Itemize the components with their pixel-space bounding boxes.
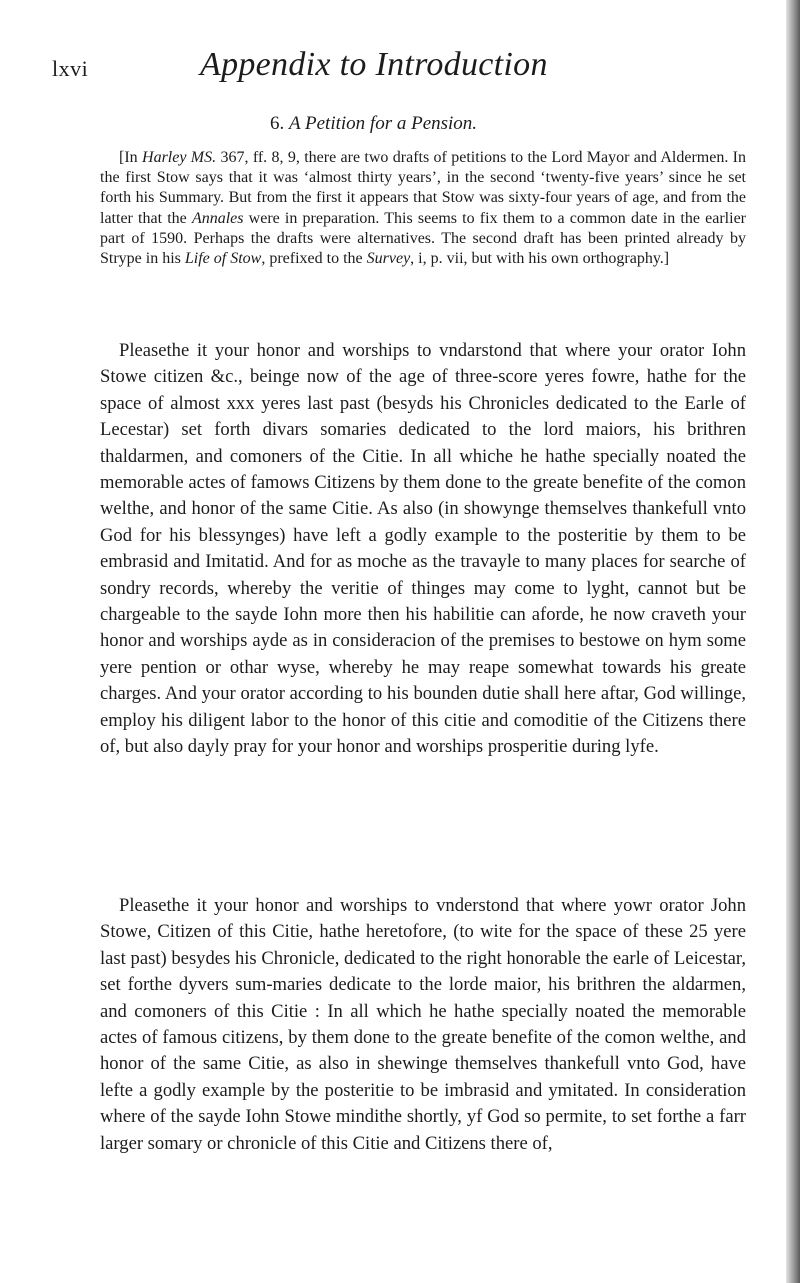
editorial-note: [In Harley MS. 367, ff. 8, 9, there are two drafts of petitions to the Lord Mayor and Aldermen. In the first Stow says that it was ‘almost thirty years’, in the second ‘twenty-five years’ since he set forth his Summary. But from the first it appears that Stow was sixty-four years of age, and from the latter that the Annales were in preparation. This seems to fix them to a common date in the earlier part of 1590. Perhaps the drafts were alternatives. The second draft has been printed already by Strype in his Life of Stow, prefixed to the Survey, i, p. vii, but with his own orthography.] xyxy=(100,149,747,268)
page-edge-shadow xyxy=(786,0,800,1283)
section-title-text: A Petition for a Pension. xyxy=(289,113,478,134)
work-title-annales: Annales xyxy=(191,209,244,227)
petition-second-draft: Pleasethe it your honor and worships to vnderstond that where yowr orator John Stowe, Citizen of this Citie, hathe heretofore, (to wite for the space of these 25 yere last past) besydes his Chronicle, dedicated to the right honorable the earle of Leicestar, set forthe dyvers sum-maries dedicate to the lorde maior, his brithren the aldarmen, and comoners of this Citie : In all which he hathe specially noated the memorable actes of famous citizens, by them done to the greate benefite of the comon welthe, and honor of the same Citie, as also in shewinge themselves thankefull vnto God, have lefte a godly example by the posteritie to be imbrasid and ymitated. In consideration where of the sayde Iohn Stowe mindithe shortly, yf God so permite, to set forthe a farr larger somary or chronicle of this Citie and Citizens there of, xyxy=(100,895,746,1154)
work-title-life-of-stow: Life of Stow xyxy=(184,250,262,268)
running-head: Appendix to Introduction xyxy=(200,46,548,83)
page-number: lxvi xyxy=(52,56,89,81)
work-title-survey: Survey xyxy=(366,250,411,268)
ms-reference: Harley MS. xyxy=(142,149,217,166)
section-number: 6. xyxy=(270,113,285,134)
section-title xyxy=(270,113,477,135)
petition-first-draft: Pleasethe it your honor and worships to vndarstond that where your orator Iohn Stowe citizen &c., beinge now of the age of three-score yeres fowre, hathe for the space of almost xxx yeres last past (besyds his Chronicles dedicated to the Earle of Lecestar) set forth divars somaries dedicated to the lord maiors, his brithren thaldarmen, and comoners of the Citie. In all whiche he hathe specially noated the memorable actes of famows Citizens by them done to the greate benefite of the comon welthe, and honor of the same Citie. As also (in showynge themselves thankefull vnto God for his blessynges) have left a godly example to the posteritie by them to be embrasid and Imitatid. And for as moche as the travayle to many places for searche of sondry records, whereby the veritie of thinges may come to lyght, cannot but be chargeable to the sayde Iohn more then his habilitie can aforde, he now craveth your honor and worships ayde as in consideracion of the premises to bestowe on hym some yere pention or othar wyse, whereby he may reape somewhat towards his greate charges. And your orator according to his bounden dutie shall here aftar, God willinge, employ his diligent labor to the honor of this citie and comoditie of the Citizens there of, but also dayly pray for your honor and worships prosperitie during lyfe. xyxy=(100,340,746,758)
